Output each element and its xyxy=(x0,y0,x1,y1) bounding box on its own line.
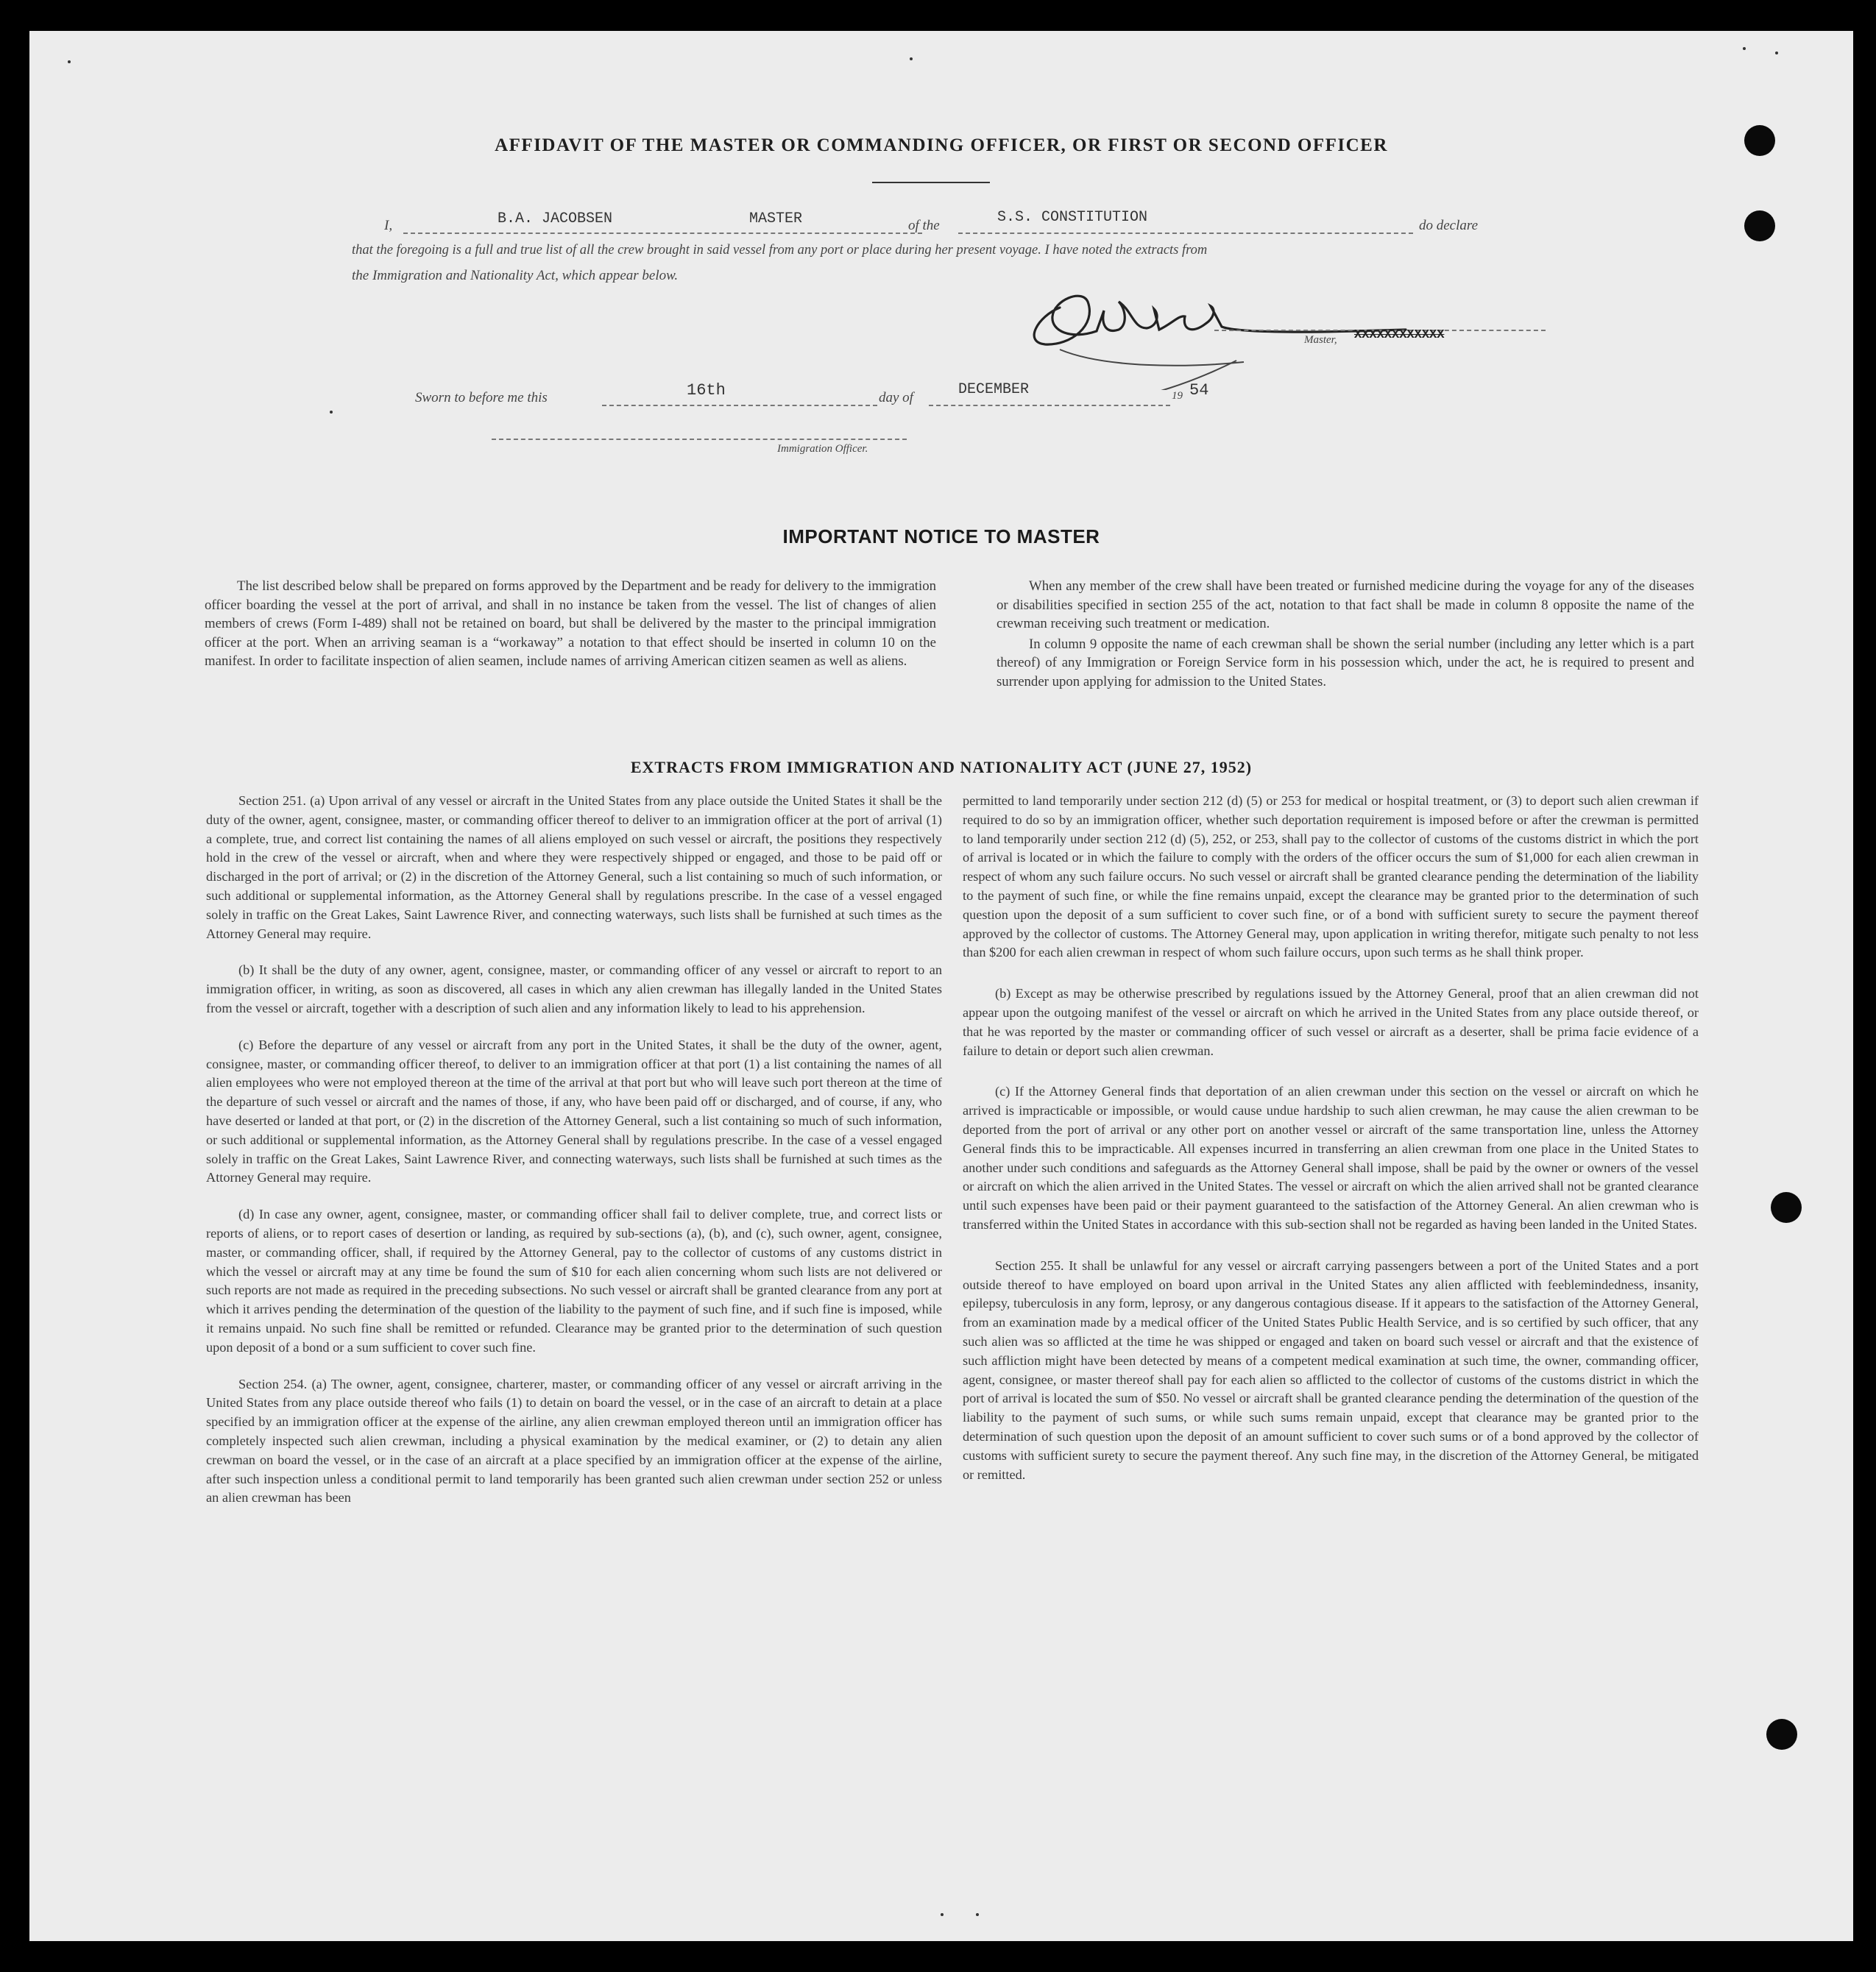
notice-left-column xyxy=(205,577,936,680)
punch-hole xyxy=(1766,1719,1797,1750)
punch-hole xyxy=(1771,1192,1802,1223)
month-blank xyxy=(929,405,1170,406)
officer-signature-blank xyxy=(492,439,907,440)
notice-title: IMPORTANT NOTICE TO MASTER xyxy=(782,525,1100,547)
extract-paragraph: (b) It shall be the duty of any owner, agent, consignee, master, or commanding officer of any vessel or aircraft to report to an immigration officer, in writing, as soon as discovered, all cases in which any alien crewman has illegally landed in the United States from the vessel or aircraft, together with a description of such alien and any information likely to lead to his apprehension. xyxy=(206,962,942,1015)
punch-hole xyxy=(1744,210,1775,241)
day-of-label: day of xyxy=(879,390,913,405)
do-declare-label: do declare xyxy=(1419,218,1479,233)
notice-paragraph: When any member of the crew shall have been treated or furnished medicine during the voyage for any of the diseases or disabilities specified in section 255 of the act, notation to that fact shall be made in column 8 opposite the name of the crewman receiving such treatment or medication. xyxy=(997,578,1694,632)
master-rank: MASTER xyxy=(749,210,803,227)
dust-speck xyxy=(976,1913,979,1916)
extract-paragraph: Section 255. It shall be unlawful for any vessel or aircraft carrying passengers between a port of the United States and a port outside thereof to have employed on board upon arrival in the United States any alien afflicted with feeblemindedness, insanity, epilepsy, tuberculosis in any form, leprosy, or any dangerous contagious disease. If it appears to the satisfaction of the Attorney General, from an examination made by a medical officer of the United States Public Health Service, and is so certified by such officer, that any such alien was so afflicted at the time he was shipped or engaged and taken on board such vessel or aircraft and that the existence of such affliction might have been detected by means of a competent medical examination at such time, the owner, commanding officer, agent, consignee, or master thereof shall pay for each alien so afflicted to the collector of customs of the customs district in which the port of arrival is located the sum of $50. No vessel or aircraft shall be granted clearance pending the determination of the question of the liability to the payment of such sums, or while such sums remain unpaid, except that clearance may be granted prior to the determination of such question upon the deposit of an amount sufficient to cover such sums or of a bond approved by the collector of customs with sufficient surety to secure the payment thereof. Any such fine may, in the discretion of the Attorney General, be mitigated or remitted. xyxy=(963,1258,1699,1482)
of-the-label: of the xyxy=(908,218,940,233)
year-prefix: 19 xyxy=(1172,390,1183,402)
extract-paragraph: (d) In case any owner, agent, consignee, master, or commanding officer shall fail to deliver complete, true, and correct lists or reports of aliens, or to report cases of desertion or landing, as required by sub-sections (a), (b), and (c), such owner, agent, consignee, master, or commanding officer, shall, if required by the Attorney General, pay to the collector of customs of any customs district in which the vessel or aircraft may at any time be found the sum of $10 for each alien concerning whom such lists are not delivered or such reports are not made as required in the preceding subsections. No such vessel or aircraft shall be granted clearance from any port at which it arrives pending the determination of the question of the liability to the payment of such fine, and if such fine is imposed, while it remains unpaid. No such fine shall be remitted or refunded. Clearance may be granted prior to the determination of such question upon deposit of a bond or a sum sufficient to cover such fine. xyxy=(206,1207,942,1355)
vessel-blank xyxy=(958,233,1413,234)
dust-speck xyxy=(1743,47,1746,50)
master-name: B.A. JACOBSEN xyxy=(498,210,613,227)
vessel-name: S.S. CONSTITUTION xyxy=(997,209,1148,226)
declaration-line-3: the Immigration and Nationality Act, which appear below. xyxy=(352,268,679,283)
dust-speck xyxy=(1775,52,1778,54)
sworn-day: 16th xyxy=(687,381,726,400)
sworn-month: DECEMBER xyxy=(958,381,1030,398)
extracts-right-column xyxy=(963,792,1699,1493)
declaration-pronoun: I, xyxy=(384,218,393,233)
affidavit-title: AFFIDAVIT OF THE MASTER OR COMMANDING OFFICER, OR FIRST OR SECOND OFFICER xyxy=(495,135,1388,155)
document-page xyxy=(29,31,1853,1941)
master-caption: Master, xyxy=(1304,334,1337,346)
extract-paragraph: (c) Before the departure of any vessel or aircraft from any port in the United States, it shall be the duty of the owner, agent, consignee, master, or commanding officer thereof, to deliver to an immigration officer at that port (1) a list containing the names of all alien employees who were not employed thereon at the time of the arrival at that port but who will leave such port thereon at the time of the departure of such vessel or aircraft and the names of those, if any, who have been paid off or discharged, and of course, if any, who have deserted or landed at that port, or (2) in the discretion of the Attorney General, such a list containing so much of such information, or such additional or supplemental information, as the Attorney General shall by regulations prescribe. In the case of a vessel engaged solely in traffic on the Great Lakes, Saint Lawrence River, and connecting waterways, such lists shall be furnished at such times as the Attorney General may require. xyxy=(206,1037,942,1185)
sworn-label: Sworn to before me this xyxy=(415,390,548,405)
extract-paragraph: Section 251. (a) Upon arrival of any vessel or aircraft in the United States from any place outside the United States it shall be the duty of the owner, agent, consignee, master, or commanding officer thereof to deliver to an immigration officer at the port of arrival (1) a complete, true, and correct list containing the names of all aliens employed on such vessel or aircraft, the positions they respectively hold in the crew of the vessel or aircraft, when and where they were respectively shipped or engaged, and those to be paid off or discharged in the port of arrival; or (2) in the discretion of the Attorney General, such a list containing so much of such information, or such additional or supplemental information, as the Attorney General shall by regulations prescribe. In the case of a vessel engaged solely in traffic on the Great Lakes, Saint Lawrence River, and connecting waterways, such lists shall be furnished at such times as the Attorney General may require. xyxy=(206,793,942,941)
extracts-title: EXTRACTS FROM IMMIGRATION AND NATIONALITY ACT (JUNE 27, 1952) xyxy=(630,758,1253,776)
extract-paragraph: permitted to land temporarily under section 212 (d) (5) or 253 for medical or hospital treatment, or (3) to deport such alien crewman if required to do so by an immigration officer, whether such deportation requirement is imposed before or after the crewman is permitted to land temporarily under section 212 (d) (5), 252, or 253, shall pay to the collector of customs of the customs district in which the port of arrival is located or in which the failure to comply with the orders of the officer occurs the sum of $1,000 for each alien crewman in respect of whom any such failure occurs. No such vessel or aircraft shall be granted clearance pending the determination of the liability to the payment of such fine, or while the fine remains unpaid, except the clearance may be granted prior to the determination of such question upon the deposit of a sum sufficient to cover such fine, or of a bond with sufficient surety to secure the payment thereof approved by the collector of customs. The Attorney General may, upon application in writing therefor, mitigate such penalty to not less than $200 for each alien crewman in respect of whom such failure occurs, upon such terms as he shall think proper. xyxy=(963,793,1699,960)
extract-paragraph: (c) If the Attorney General finds that deportation of an alien crewman under this section on the vessel or aircraft on which he arrived is impracticable or impossible, or would cause undue hardship to such alien crewman, he may cause the alien crewman to be deported from the port of arrival or any other port on another vessel or aircraft of the same transportation line, unless the Attorney General finds this to be impracticable. All expenses incurred in transferring an alien crewman from one place in the United States to another under such conditions and safeguards as the Attorney General shall impose, shall be paid by the owner or owners of the vessel or aircraft on which the alien arrived in the United States. The vessel or aircraft on which the alien arrived shall not be granted clearance until such expenses have been paid or their payment guaranteed to the satisfaction of the Attorney General. An alien crewman who is transferred within the United States in accordance with this sub-section shall not be regarded as having been landed in the United States. xyxy=(963,1084,1699,1232)
dust-speck xyxy=(941,1913,944,1916)
notice-right-column xyxy=(997,577,1694,701)
extract-paragraph: Section 254. (a) The owner, agent, consignee, charterer, master, or commanding officer of any vessel or aircraft arriving in the United States from any place outside thereof who fails (1) to detain on board the vessel, or in the case of an aircraft to detain at a place specified by an immigration officer at the expense of the airline, any alien crewman employed thereon until an immigration officer has completely inspected such alien crewman, including a physical examination by the medical examiner, or (2) to detain any alien crewman on board the vessel, or in the case of an aircraft at a place specified by an immigration officer at the expense of the airline, after such inspection unless a conditional permit to land temporarily has been granted such alien crewman under section 252 or unless an alien crewman has been xyxy=(206,1376,942,1505)
officer-caption: Immigration Officer. xyxy=(777,443,868,455)
dust-speck xyxy=(68,60,71,63)
name-blank xyxy=(403,233,922,234)
day-blank xyxy=(602,405,877,406)
dust-speck xyxy=(330,411,333,414)
declaration-line-2: that the foregoing is a full and true list of all the crew brought in said vessel from any port or place during her present voyage. I have noted the extracts from xyxy=(352,243,1208,258)
title-rule xyxy=(872,182,990,183)
sworn-year: 54 xyxy=(1189,381,1209,400)
notice-paragraph: The list described below shall be prepared on forms approved by the Department and be ready for delivery to the immigration officer boarding the vessel at the port of arrival, and shall in no instance be taken from the vessel. The list of changes of alien members of crews (Form I-489) shall not be retained on board, but shall be delivered by the master to the principal immigration officer at the port. When an arriving seaman is a “workaway” a notation to that effect should be inserted in column 10 on the manifest. In order to facilitate inspection of alien seamen, include names of arriving American citizen seamen as well as aliens. xyxy=(205,578,936,670)
struck-officer-title: XXXXXXXXXXXX xyxy=(1354,328,1445,342)
extract-paragraph: (b) Except as may be otherwise prescribed by regulations issued by the Attorney General, proof that an alien crewman did not appear upon the outgoing manifest of the vessel or aircraft on which he arrived in the United States from any place outside thereof, or that he was reported by the master or commanding officer of such vessel or aircraft as a deserter, shall be prima facie evidence of a failure to detain or deport such alien crewman. xyxy=(963,986,1699,1058)
dust-speck xyxy=(910,57,913,60)
notice-paragraph: In column 9 opposite the name of each crewman shall be shown the serial number (including any letter which is a part thereof) of any Immigration or Foreign Service form in his possession which, under the act, he is required to present and surrender upon applying for admission to the United States. xyxy=(997,636,1694,689)
extracts-left-column xyxy=(206,792,942,1517)
